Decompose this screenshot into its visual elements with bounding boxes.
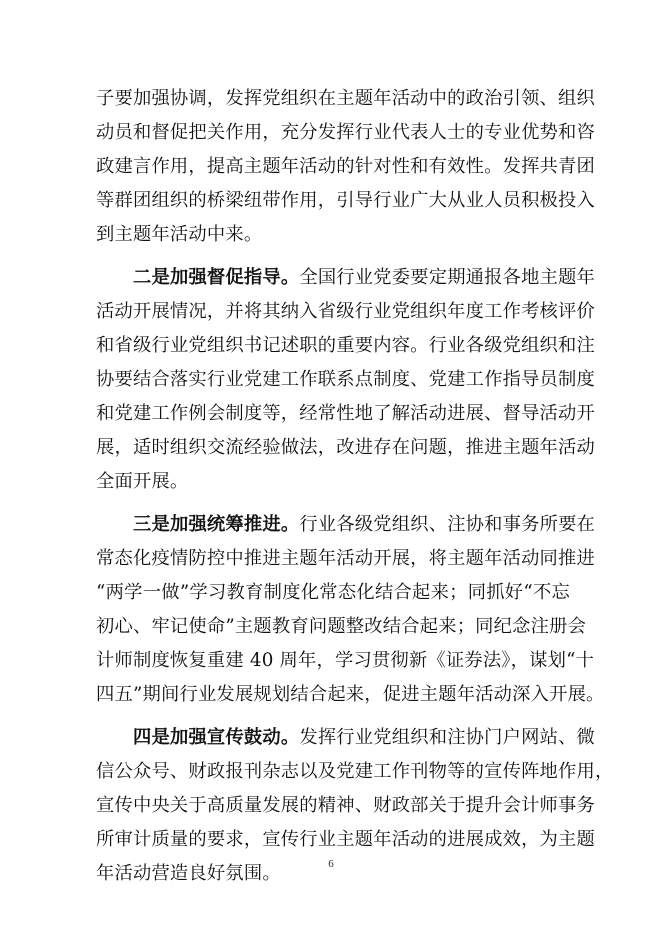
text-line bbox=[96, 721, 596, 755]
text-line: 计师制度恢复重建 40 周年，学习贯彻新《证券法》，谋划“十 bbox=[96, 650, 595, 671]
text-line: 活动开展情况，并将其纳入省级行业党组织年度工作考核评价 bbox=[96, 301, 595, 322]
text-line: “两学一做”学习教育制度化常态化结合起来；同抓好“不忘 bbox=[96, 582, 570, 603]
text-line: 和省级行业党组织书记述职的重要内容。行业各级党组织和注 bbox=[96, 335, 595, 356]
paragraph-lead: 四是加强宣传鼓动。 bbox=[133, 727, 300, 748]
text-line: 全面开展。 bbox=[96, 471, 189, 492]
paragraph-lead: 三是加强统筹推进。 bbox=[133, 514, 300, 535]
text-line: 到主题年活动中来。 bbox=[96, 224, 263, 245]
paragraph-supervision-guidance bbox=[96, 261, 596, 499]
text-run: 发挥行业党组织和注协门户网站、微 bbox=[299, 727, 596, 748]
text-line: 宣传中央关于高质量发展的精神、财政部关于提升会计师事务 bbox=[96, 795, 595, 816]
text-line bbox=[96, 261, 596, 295]
paragraph-coordination bbox=[96, 508, 605, 712]
text-line: 和党建工作例会制度等，经常性地了解活动进展、督导活动开 bbox=[96, 403, 595, 424]
text-line: 所审计质量的要求，宣传行业主题年活动的进展成效，为主题 bbox=[96, 829, 595, 850]
text-line: 初心、牢记使命”主题教育问题整改结合起来；同纪念注册会 bbox=[96, 616, 587, 637]
text-line: 动员和督促把关作用，充分发挥行业代表人士的专业优势和咨 bbox=[96, 122, 595, 143]
text-line: 子要加强协调，发挥党组织在主题年活动中的政治引领、组织 bbox=[96, 88, 595, 109]
paragraph-lead: 二是加强督促指导。 bbox=[133, 267, 300, 288]
text-line: 展，适时组织交流经验做法，改进存在问题，推进主题年活动 bbox=[96, 437, 595, 458]
text-line bbox=[96, 508, 596, 542]
text-run: 行业各级党组织、注协和事务所要在 bbox=[299, 514, 596, 535]
text-line: 年活动营造良好氛围。 bbox=[96, 863, 281, 884]
paragraph-organization-role bbox=[96, 82, 595, 252]
text-line: 四五”期间行业发展规划结合起来，促进主题年活动深入开展。 bbox=[96, 684, 605, 705]
document-body bbox=[96, 82, 614, 900]
text-run: 全国行业党委要定期通报各地主题年 bbox=[299, 267, 596, 288]
text-line: 政建言作用，提高主题年活动的针对性和有效性。发挥共青团 bbox=[96, 156, 595, 177]
page-number: 6 bbox=[328, 858, 334, 870]
text-line: 等群团组织的桥梁纽带作用，引导行业广大从业人员积极投入 bbox=[96, 190, 595, 211]
text-line: 信公众号、财政报刊杂志以及党建工作刊物等的宣传阵地作用， bbox=[96, 761, 614, 782]
text-line: 协要结合落实行业党建工作联系点制度、党建工作指导员制度 bbox=[96, 369, 595, 390]
text-line: 常态化疫情防控中推进主题年活动开展，将主题年活动同推进 bbox=[96, 548, 595, 569]
